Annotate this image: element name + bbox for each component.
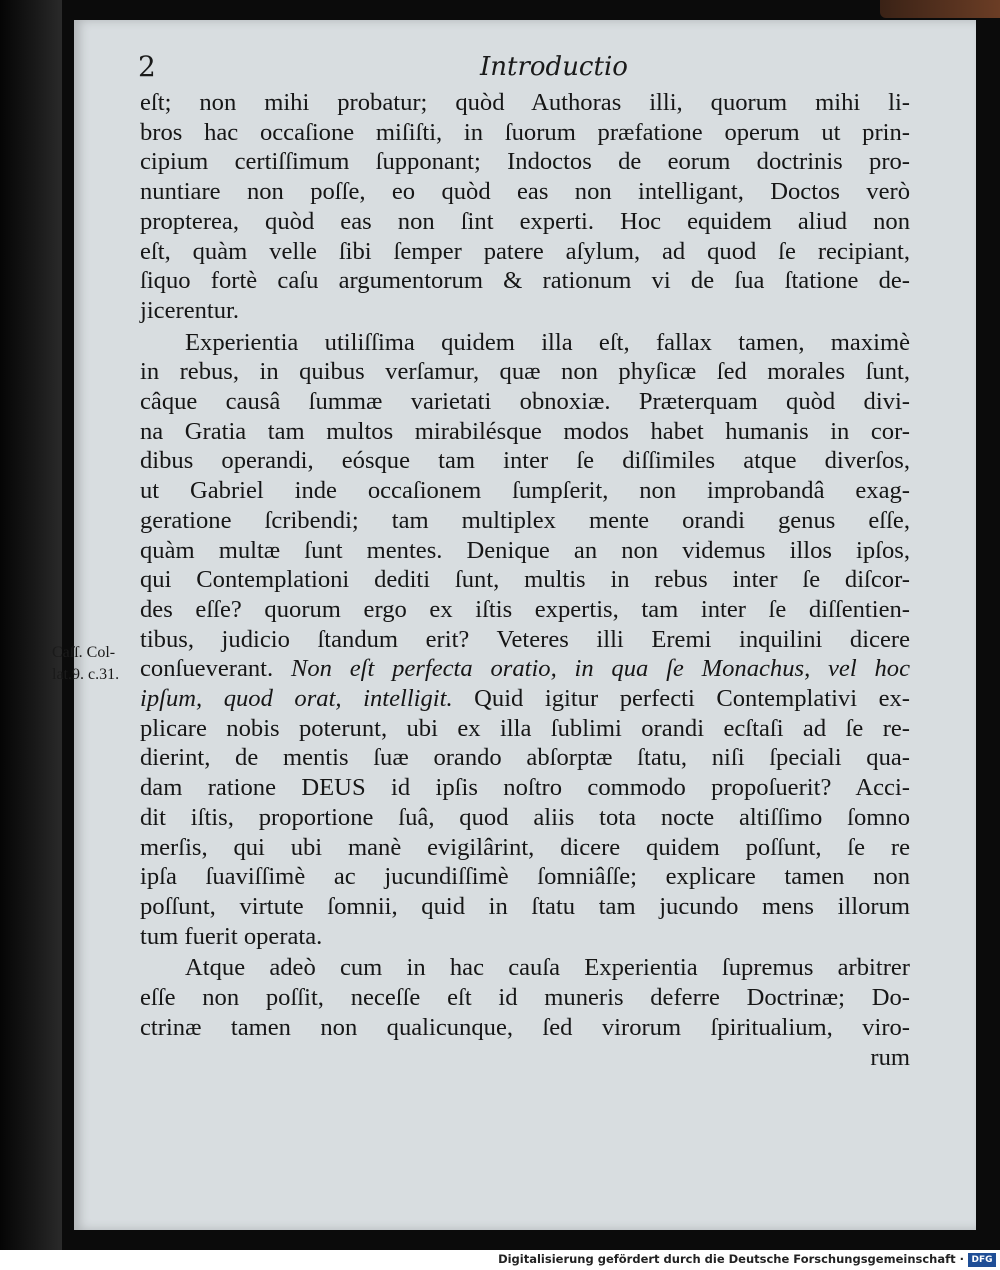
page-number: 2: [138, 50, 156, 83]
quotation-italic: Non eſt perfecta oratio, in qua ſe Monachus, vel hoc: [290, 655, 910, 683]
book-cover-corner: [880, 0, 1000, 18]
text-line: propterea, quòd eas non ſint experti. Hoc equidem aliud non: [140, 207, 910, 235]
text-line: na Gratia tam multos mirabilésque modos habet humanis in cor-: [140, 417, 910, 445]
margin-note-line: Caſſ. Col-: [52, 644, 116, 661]
text-line-with-quotation: [140, 684, 910, 714]
text-line: poſſunt, virtute ſomnii, quid in ſtatu tam jucundo mens illorum: [140, 892, 910, 920]
text-line: nuntiare non poſſe, eo quòd eas non intelligant, Doctos verò: [140, 178, 910, 206]
text-line: in rebus, in quibus verſamur, quæ non phyſicæ ſed morales ſunt,: [140, 358, 910, 386]
margin-note: [52, 642, 136, 686]
funding-credit: Digitalisierung gefördert durch die Deutsche Forschungsgemeinschaft ·: [498, 1252, 964, 1266]
text-line: eſſe non poſſit, neceſſe eſt id muneris deferre Doctrinæ; Do-: [140, 984, 910, 1012]
text-line: dierint, de mentis ſuæ orando abſorptæ ſtatu, niſi ſpeciali qua-: [140, 744, 910, 772]
text-line: dibus operandi, eósque tam inter ſe diſſimiles atque diverſos,: [140, 447, 910, 475]
running-head: Introductio: [480, 52, 628, 82]
text-run: conſueverant.: [140, 655, 291, 683]
footer-bar: [0, 1250, 1000, 1270]
text-line: quàm multæ ſunt mentes. Denique an non videmus illos ipſos,: [140, 536, 910, 564]
text-line: merſis, qui ubi manè evigilârint, dicere quidem poſſunt, ſe re: [140, 833, 910, 861]
body-text: [140, 88, 910, 1072]
margin-note-line: lat.9. c.31.: [52, 666, 120, 683]
text-line: Atque adeò cum in hac cauſa Experientia ſupremus arbitrer: [185, 954, 910, 982]
text-line-with-quotation: [140, 654, 910, 684]
text-line: ſiquo fortè caſu argumentorum & rationum vi de ſua ſtatione de-: [140, 267, 910, 295]
text-line: eſt; non mihi probatur; quòd Authoras illi, quorum mihi li-: [140, 89, 910, 116]
text-line: ut Gabriel inde occaſionem ſumpſerit, non improbandâ exag-: [140, 477, 910, 505]
text-line: Experientia utiliſſima quidem illa eſt, fallax tamen, maximè: [185, 328, 910, 356]
catchword: rum: [870, 1043, 910, 1071]
book-spine-shadow: [0, 0, 62, 1250]
text-line: jicerentur.: [140, 296, 240, 324]
text-line: ctrinæ tamen non qualicunque, ſed virorum ſpiritualium, viro-: [140, 1013, 910, 1041]
text-line: plicare nobis poterunt, ubi ex illa ſublimi orandi ecſtaſi ad ſe re-: [140, 714, 910, 742]
text-line: bros hac occaſione miſiſti, in ſuorum præfatione operum ut prin-: [140, 118, 910, 146]
text-line: tum fuerit operata.: [140, 922, 323, 950]
text-line: cipium certiſſimum ſupponant; Indoctos de eorum doctrinis pro-: [140, 148, 910, 176]
text-line: des eſſe? quorum ergo ex iſtis expertis, tam inter ſe diſſentien-: [140, 595, 910, 623]
quotation-italic: ipſum, quod orat, intelligit.: [140, 685, 453, 713]
text-line: qui Contemplationi dediti ſunt, multis in rebus inter ſe diſcor-: [140, 566, 910, 594]
text-line: ipſa ſuaviſſimè ac jucundiſſimè ſomniâſſe; explicare tamen non: [140, 863, 910, 891]
text-line: eſt, quàm velle ſibi ſemper patere aſylum, ad quod ſe recipiant,: [140, 237, 910, 265]
text-run: Quid igitur perfecti Contemplativi ex-: [452, 685, 910, 713]
text-line: dit iſtis, proportione ſuâ, quod aliis tota nocte altiſſimo ſomno: [140, 803, 910, 831]
dfg-logo: DFG: [968, 1253, 996, 1267]
text-line: câque causâ ſummæ varietati obnoxiæ. Præterquam quòd divi-: [140, 388, 910, 416]
text-line: geratione ſcribendi; tam multiplex mente orandi genus eſſe,: [140, 506, 910, 534]
text-line: tibus, judicio ſtandum erit? Veteres illi Eremi inquilini dicere: [140, 625, 910, 653]
text-line: dam ratione DEUS id ipſis noſtro commodo propoſuerit? Acci-: [140, 774, 910, 802]
